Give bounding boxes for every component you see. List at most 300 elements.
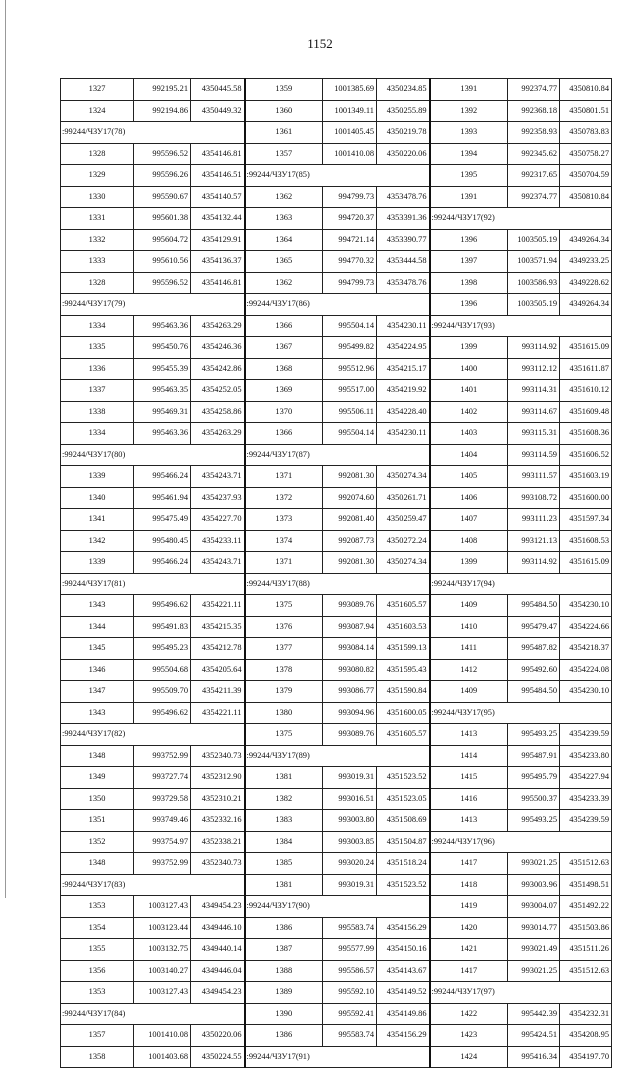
y-coordinate-cell: 4354232.31 [560,1003,612,1025]
point-number-cell: 1366 [245,423,323,445]
y-coordinate-cell: 4354243.71 [191,552,245,574]
x-coordinate-cell: 995590.67 [134,186,191,208]
point-number-cell: 1416 [430,788,508,810]
x-coordinate-cell: 995466.24 [134,552,191,574]
y-coordinate-cell: 4353444.58 [377,251,430,273]
table-row [61,1046,612,1068]
point-number-cell: 1382 [245,788,323,810]
table-row [61,358,612,380]
table-row [61,487,612,509]
parcel-label-cell: :99244/ЧЗУ17(84) [61,1003,245,1025]
y-coordinate-cell: 4351610.12 [560,380,612,402]
point-number-cell: 1398 [430,272,508,294]
table-row [61,294,612,316]
table-row [61,466,612,488]
y-coordinate-cell: 4350261.71 [377,487,430,509]
table-row [61,917,612,939]
point-number-cell: 1347 [61,681,134,703]
x-coordinate-cell: 993021.49 [508,939,560,961]
y-coordinate-cell: 4350274.34 [377,466,430,488]
table-row [61,165,612,187]
point-number-cell: 1392 [430,100,508,122]
point-number-cell: 1362 [245,272,323,294]
x-coordinate-cell: 993089.76 [323,724,377,746]
point-number-cell: 1374 [245,530,323,552]
y-coordinate-cell: 4351523.52 [377,874,430,896]
point-number-cell: 1328 [61,272,134,294]
x-coordinate-cell: 994770.32 [323,251,377,273]
y-coordinate-cell: 4351605.57 [377,724,430,746]
x-coordinate-cell: 992358.93 [508,122,560,144]
x-coordinate-cell: 995463.36 [134,315,191,337]
table-row [61,143,612,165]
point-number-cell: 1356 [61,960,134,982]
x-coordinate-cell: 995592.10 [323,982,377,1004]
point-number-cell: 1417 [430,853,508,875]
x-coordinate-cell: 1003140.27 [134,960,191,982]
point-number-cell: 1366 [245,315,323,337]
table-row [61,982,612,1004]
x-coordinate-cell: 995463.35 [134,380,191,402]
point-number-cell: 1360 [245,100,323,122]
parcel-label-cell: :99244/ЧЗУ17(96) [430,831,612,853]
y-coordinate-cell: 4354239.59 [560,810,612,832]
point-number-cell: 1413 [430,810,508,832]
x-coordinate-cell: 994721.14 [323,229,377,251]
x-coordinate-cell: 993003.80 [323,810,377,832]
x-coordinate-cell: 1003132.75 [134,939,191,961]
x-coordinate-cell: 995424.51 [508,1025,560,1047]
y-coordinate-cell: 4352312.90 [191,767,245,789]
point-number-cell: 1396 [430,294,508,316]
point-number-cell: 1414 [430,745,508,767]
point-number-cell: 1420 [430,917,508,939]
coordinates-table [60,78,612,1068]
y-coordinate-cell: 4350255.89 [377,100,430,122]
y-coordinate-cell: 4354218.37 [560,638,612,660]
y-coordinate-cell: 4351600.00 [560,487,612,509]
parcel-label-cell: :99244/ЧЗУ17(83) [61,874,245,896]
y-coordinate-cell: 4351599.13 [377,638,430,660]
y-coordinate-cell: 4354143.67 [377,960,430,982]
x-coordinate-cell: 995450.76 [134,337,191,359]
parcel-label-cell: :99244/ЧЗУ17(88) [245,573,430,595]
y-coordinate-cell: 4353478.76 [377,186,430,208]
y-coordinate-cell: 4354149.52 [377,982,430,1004]
x-coordinate-cell: 993752.99 [134,853,191,875]
table-row [61,659,612,681]
x-coordinate-cell: 992374.77 [508,79,560,101]
x-coordinate-cell: 993021.25 [508,853,560,875]
x-coordinate-cell: 993094.96 [323,702,377,724]
x-coordinate-cell: 993021.25 [508,960,560,982]
table-row [61,573,612,595]
point-number-cell: 1391 [430,186,508,208]
point-number-cell: 1412 [430,659,508,681]
x-coordinate-cell: 995466.24 [134,466,191,488]
x-coordinate-cell: 992317.65 [508,165,560,187]
y-coordinate-cell: 4354140.57 [191,186,245,208]
point-number-cell: 1402 [430,401,508,423]
y-coordinate-cell: 4349264.34 [560,229,612,251]
point-number-cell: 1328 [61,143,134,165]
y-coordinate-cell: 4351492.22 [560,896,612,918]
point-number-cell: 1418 [430,874,508,896]
y-coordinate-cell: 4354146.81 [191,272,245,294]
point-number-cell: 1344 [61,616,134,638]
x-coordinate-cell: 995484.50 [508,681,560,703]
y-coordinate-cell: 4351590.84 [377,681,430,703]
x-coordinate-cell: 993003.85 [323,831,377,853]
y-coordinate-cell: 4351512.63 [560,960,612,982]
x-coordinate-cell: 992081.30 [323,466,377,488]
y-coordinate-cell: 4354230.11 [377,315,430,337]
point-number-cell: 1349 [61,767,134,789]
point-number-cell: 1371 [245,466,323,488]
y-coordinate-cell: 4354150.16 [377,939,430,961]
x-coordinate-cell: 995583.74 [323,1025,377,1047]
point-number-cell: 1406 [430,487,508,509]
x-coordinate-cell: 993019.31 [323,874,377,896]
point-number-cell: 1359 [245,79,323,101]
y-coordinate-cell: 4354156.29 [377,917,430,939]
y-coordinate-cell: 4354129.91 [191,229,245,251]
x-coordinate-cell: 995504.14 [323,315,377,337]
table-row [61,767,612,789]
y-coordinate-cell: 4350810.84 [560,186,612,208]
x-coordinate-cell: 992074.60 [323,487,377,509]
point-number-cell: 1348 [61,853,134,875]
table-row [61,896,612,918]
point-number-cell: 1362 [245,186,323,208]
x-coordinate-cell: 1003505.19 [508,294,560,316]
y-coordinate-cell: 4351498.51 [560,874,612,896]
x-coordinate-cell: 1001410.08 [323,143,377,165]
y-coordinate-cell: 4349228.62 [560,272,612,294]
point-number-cell: 1395 [430,165,508,187]
y-coordinate-cell: 4350274.34 [377,552,430,574]
x-coordinate-cell: 995506.11 [323,401,377,423]
point-number-cell: 1417 [430,960,508,982]
table-row [61,853,612,875]
y-coordinate-cell: 4351603.19 [560,466,612,488]
point-number-cell: 1346 [61,659,134,681]
x-coordinate-cell: 1003127.43 [134,982,191,1004]
y-coordinate-cell: 4350810.84 [560,79,612,101]
point-number-cell: 1365 [245,251,323,273]
parcel-label-cell: :99244/ЧЗУ17(87) [245,444,430,466]
y-coordinate-cell: 4354227.94 [560,767,612,789]
parcel-label-cell: :99244/ЧЗУ17(78) [61,122,245,144]
x-coordinate-cell: 1001385.69 [323,79,377,101]
table-row [61,1003,612,1025]
x-coordinate-cell: 995495.23 [134,638,191,660]
x-coordinate-cell: 993114.59 [508,444,560,466]
point-number-cell: 1400 [430,358,508,380]
y-coordinate-cell: 4354219.92 [377,380,430,402]
x-coordinate-cell: 995487.82 [508,638,560,660]
point-number-cell: 1396 [430,229,508,251]
y-coordinate-cell: 4354215.35 [191,616,245,638]
y-coordinate-cell: 4354227.70 [191,509,245,531]
parcel-label-cell: :99244/ЧЗУ17(90) [245,896,430,918]
point-number-cell: 1408 [430,530,508,552]
point-number-cell: 1386 [245,917,323,939]
parcel-label-cell: :99244/ЧЗУ17(91) [245,1046,430,1068]
table-row [61,444,612,466]
parcel-label-cell: :99244/ЧЗУ17(97) [430,982,612,1004]
x-coordinate-cell: 993111.23 [508,509,560,531]
point-number-cell: 1361 [245,122,323,144]
table-row [61,122,612,144]
y-coordinate-cell: 4354224.08 [560,659,612,681]
x-coordinate-cell: 995586.57 [323,960,377,982]
y-coordinate-cell: 4352338.21 [191,831,245,853]
table-row [61,638,612,660]
point-number-cell: 1399 [430,552,508,574]
x-coordinate-cell: 995463.36 [134,423,191,445]
point-number-cell: 1385 [245,853,323,875]
y-coordinate-cell: 4350783.83 [560,122,612,144]
x-coordinate-cell: 993014.77 [508,917,560,939]
parcel-label-cell: :99244/ЧЗУ17(94) [430,573,612,595]
x-coordinate-cell: 995596.52 [134,143,191,165]
x-coordinate-cell: 993019.31 [323,767,377,789]
x-coordinate-cell: 993114.92 [508,337,560,359]
y-coordinate-cell: 4354242.86 [191,358,245,380]
point-number-cell: 1334 [61,315,134,337]
x-coordinate-cell: 995479.47 [508,616,560,638]
table-row [61,401,612,423]
x-coordinate-cell: 995500.37 [508,788,560,810]
x-coordinate-cell: 993754.97 [134,831,191,853]
point-number-cell: 1370 [245,401,323,423]
y-coordinate-cell: 4350224.55 [191,1046,245,1068]
x-coordinate-cell: 992195.21 [134,79,191,101]
point-number-cell: 1345 [61,638,134,660]
x-coordinate-cell: 994799.73 [323,186,377,208]
x-coordinate-cell: 995517.00 [323,380,377,402]
y-coordinate-cell: 4352340.73 [191,853,245,875]
x-coordinate-cell: 1003123.44 [134,917,191,939]
y-coordinate-cell: 4351615.09 [560,337,612,359]
point-number-cell: 1340 [61,487,134,509]
x-coordinate-cell: 994720.37 [323,208,377,230]
point-number-cell: 1389 [245,982,323,1004]
table-row [61,724,612,746]
table-row [61,186,612,208]
y-coordinate-cell: 4351608.36 [560,423,612,445]
y-coordinate-cell: 4354246.36 [191,337,245,359]
y-coordinate-cell: 4353390.77 [377,229,430,251]
point-number-cell: 1337 [61,380,134,402]
point-number-cell: 1419 [430,896,508,918]
y-coordinate-cell: 4350259.47 [377,509,430,531]
x-coordinate-cell: 995492.60 [508,659,560,681]
table-row [61,100,612,122]
point-number-cell: 1353 [61,896,134,918]
point-number-cell: 1422 [430,1003,508,1025]
y-coordinate-cell: 4354243.71 [191,466,245,488]
parcel-label-cell: :99244/ЧЗУ17(93) [430,315,612,337]
x-coordinate-cell: 995596.26 [134,165,191,187]
y-coordinate-cell: 4354230.10 [560,595,612,617]
point-number-cell: 1371 [245,552,323,574]
x-coordinate-cell: 995509.70 [134,681,191,703]
y-coordinate-cell: 4354146.81 [191,143,245,165]
y-coordinate-cell: 4350801.51 [560,100,612,122]
table-row [61,681,612,703]
x-coordinate-cell: 995596.52 [134,272,191,294]
x-coordinate-cell: 993089.76 [323,595,377,617]
point-number-cell: 1353 [61,982,134,1004]
parcel-label-cell: :99244/ЧЗУ17(80) [61,444,245,466]
point-number-cell: 1399 [430,337,508,359]
x-coordinate-cell: 995512.96 [323,358,377,380]
point-number-cell: 1335 [61,337,134,359]
x-coordinate-cell: 995475.49 [134,509,191,531]
x-coordinate-cell: 995604.72 [134,229,191,251]
table-row [61,616,612,638]
point-number-cell: 1327 [61,79,134,101]
table-row [61,509,612,531]
point-number-cell: 1413 [430,724,508,746]
y-coordinate-cell: 4349446.10 [191,917,245,939]
x-coordinate-cell: 1001349.11 [323,100,377,122]
x-coordinate-cell: 995484.50 [508,595,560,617]
x-coordinate-cell: 995493.25 [508,724,560,746]
x-coordinate-cell: 995487.91 [508,745,560,767]
point-number-cell: 1380 [245,702,323,724]
table-row [61,745,612,767]
y-coordinate-cell: 4351512.63 [560,853,612,875]
x-coordinate-cell: 993087.94 [323,616,377,638]
x-coordinate-cell: 995455.39 [134,358,191,380]
y-coordinate-cell: 4354221.11 [191,595,245,617]
y-coordinate-cell: 4354149.86 [377,1003,430,1025]
point-number-cell: 1388 [245,960,323,982]
point-number-cell: 1407 [430,509,508,531]
x-coordinate-cell: 995610.56 [134,251,191,273]
table-row [61,423,612,445]
point-number-cell: 1409 [430,595,508,617]
y-coordinate-cell: 4353478.76 [377,272,430,294]
y-coordinate-cell: 4351605.57 [377,595,430,617]
y-coordinate-cell: 4354237.93 [191,487,245,509]
y-coordinate-cell: 4349264.34 [560,294,612,316]
point-number-cell: 1368 [245,358,323,380]
x-coordinate-cell: 992368.18 [508,100,560,122]
x-coordinate-cell: 993114.31 [508,380,560,402]
y-coordinate-cell: 4349440.14 [191,939,245,961]
x-coordinate-cell: 1001403.68 [134,1046,191,1068]
parcel-label-cell: :99244/ЧЗУ17(92) [430,208,612,230]
x-coordinate-cell: 993121.13 [508,530,560,552]
x-coordinate-cell: 992081.40 [323,509,377,531]
point-number-cell: 1330 [61,186,134,208]
x-coordinate-cell: 995495.79 [508,767,560,789]
point-number-cell: 1338 [61,401,134,423]
y-coordinate-cell: 4354224.66 [560,616,612,638]
y-coordinate-cell: 4354215.17 [377,358,430,380]
y-coordinate-cell: 4354233.39 [560,788,612,810]
y-coordinate-cell: 4350445.58 [191,79,245,101]
y-coordinate-cell: 4351518.24 [377,853,430,875]
y-coordinate-cell: 4354211.39 [191,681,245,703]
y-coordinate-cell: 4354233.80 [560,745,612,767]
point-number-cell: 1343 [61,702,134,724]
point-number-cell: 1364 [245,229,323,251]
x-coordinate-cell: 993752.99 [134,745,191,767]
x-coordinate-cell: 992194.86 [134,100,191,122]
point-number-cell: 1341 [61,509,134,531]
y-coordinate-cell: 4351608.53 [560,530,612,552]
y-coordinate-cell: 4351508.69 [377,810,430,832]
x-coordinate-cell: 993003.96 [508,874,560,896]
point-number-cell: 1367 [245,337,323,359]
x-coordinate-cell: 993080.82 [323,659,377,681]
coordinates-table-body [61,79,612,1068]
point-number-cell: 1378 [245,659,323,681]
table-row [61,552,612,574]
y-coordinate-cell: 4350219.78 [377,122,430,144]
y-coordinate-cell: 4350704.59 [560,165,612,187]
x-coordinate-cell: 1003127.43 [134,896,191,918]
table-row [61,315,612,337]
x-coordinate-cell: 1003505.19 [508,229,560,251]
point-number-cell: 1424 [430,1046,508,1068]
point-number-cell: 1350 [61,788,134,810]
point-number-cell: 1410 [430,616,508,638]
point-number-cell: 1339 [61,466,134,488]
table-row [61,229,612,251]
y-coordinate-cell: 4351615.09 [560,552,612,574]
x-coordinate-cell: 993111.57 [508,466,560,488]
y-coordinate-cell: 4349233.25 [560,251,612,273]
x-coordinate-cell: 995496.62 [134,595,191,617]
parcel-label-cell: :99244/ЧЗУ17(85) [245,165,430,187]
point-number-cell: 1381 [245,767,323,789]
x-coordinate-cell: 994799.73 [323,272,377,294]
y-coordinate-cell: 4351600.05 [377,702,430,724]
y-coordinate-cell: 4354136.37 [191,251,245,273]
table-row [61,208,612,230]
y-coordinate-cell: 4354258.86 [191,401,245,423]
x-coordinate-cell: 995499.82 [323,337,377,359]
point-number-cell: 1421 [430,939,508,961]
x-coordinate-cell: 992345.62 [508,143,560,165]
parcel-label-cell: :99244/ЧЗУ17(95) [430,702,612,724]
x-coordinate-cell: 992081.30 [323,552,377,574]
table-row [61,831,612,853]
table-row [61,272,612,294]
point-number-cell: 1409 [430,681,508,703]
point-number-cell: 1336 [61,358,134,380]
y-coordinate-cell: 4354132.44 [191,208,245,230]
point-number-cell: 1331 [61,208,134,230]
x-coordinate-cell: 1003571.94 [508,251,560,273]
point-number-cell: 1411 [430,638,508,660]
y-coordinate-cell: 4354228.40 [377,401,430,423]
point-number-cell: 1397 [430,251,508,273]
table-row [61,530,612,552]
parcel-label-cell: :99244/ЧЗУ17(82) [61,724,245,746]
x-coordinate-cell: 993108.72 [508,487,560,509]
x-coordinate-cell: 995504.14 [323,423,377,445]
x-coordinate-cell: 993114.92 [508,552,560,574]
y-coordinate-cell: 4349446.04 [191,960,245,982]
point-number-cell: 1334 [61,423,134,445]
